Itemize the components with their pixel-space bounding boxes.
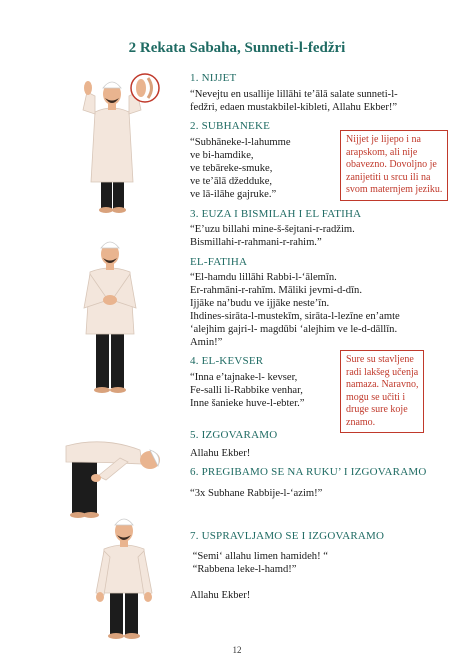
section-heading-euza: 3. EUZA I BISMILAH I EL FATIHA <box>190 208 362 220</box>
section-text-uspravljamo: “Semi‘ allahu limen hamideh! “ “Rabbena leke-l-hamd!” Allahu Ekber! <box>190 551 328 601</box>
note-nijjet: Nijjet je lijepo i na arapskom, ali nije obavezno. Dovoljno je zanijetiti u srcu ili na svom maternjem jeziku. <box>340 130 448 201</box>
section-heading-subhaneke: 2. SUBHANEKE <box>190 120 271 132</box>
standing-figure <box>84 242 136 393</box>
section-text-ruku: “3x Subhane Rabbije-l-‘azim!” <box>190 488 323 499</box>
section-heading-ruku: 6. PREGIBAMO SE NA RUKU’ I IZGOVARAMO <box>190 466 427 478</box>
section-text-kevser: “Inna e’tajnake-l- kevser, Fe-salli li-Rabbike venhar, Inne šanieke huve-l-ebter.” <box>190 372 305 409</box>
page-title: 2 Rekata Sabaha, Sunneti-l-fedžri <box>128 40 346 56</box>
note-sure: Sure su stavljene radi lakšeg učenja namaza. Naravno, mogu se učiti i druge sure koje znamo. <box>340 350 424 433</box>
bowing-figure <box>66 442 160 518</box>
section-text-fatiha: “El-hamdu lillāhi Rabbi-l-‘ālemīn. Er-rahmāni-r-rahīm. Māliki jevmi-d-dīn. Ijjāke na’budu ve ijjāke neste’īn. Ihdines-sirāta-l-mustekīm, sirāta-l-lezīne en’amte ‘alejhim gajri-l- magdūbi ‘alejhim ve le-d-dāllīn. Amin!” <box>190 272 400 348</box>
figure-ruku <box>58 432 168 522</box>
section-heading-uspravljamo: 7. USPRAVLJAMO SE I IZGOVARAMO <box>190 530 385 542</box>
section-heading-izgovaramo: 5. IZGOVARAMO <box>190 429 278 441</box>
page-number: 12 <box>232 645 242 655</box>
section-text-nijjet: “Nevejtu en usallije lillāhi te’ālā salate sunneti-l- fedžri, edaen mustakbilel-kibleti, Allahu Ekber!” <box>190 89 398 113</box>
section-text-izgovaramo: Allahu Ekber! <box>190 448 251 459</box>
ear-hand-icon <box>131 74 159 102</box>
upright-figure <box>96 519 152 639</box>
section-heading-kevser: 4. EL-KEVSER <box>190 355 264 367</box>
hands-raised-figure <box>83 81 141 213</box>
section-text-euza: “E’uzu billahi mine-š-šejtani-r-radžim. Bismillahi-r-rahmani-r-rahim.” <box>190 224 355 248</box>
figure-takbir <box>75 70 185 220</box>
figure-qiyam <box>78 238 148 408</box>
section-heading-fatiha: EL-FATIHA <box>190 256 248 268</box>
figure-standing <box>92 517 162 642</box>
section-text-subhaneke: “Subhāneke-l-lahumme ve bi-hamdike, ve tebāreke-smuke, ve te’ālā džedduke, ve lā-ilāhe gajruke.” <box>190 137 291 200</box>
section-heading-nijjet: 1. NIJJET <box>190 72 237 84</box>
